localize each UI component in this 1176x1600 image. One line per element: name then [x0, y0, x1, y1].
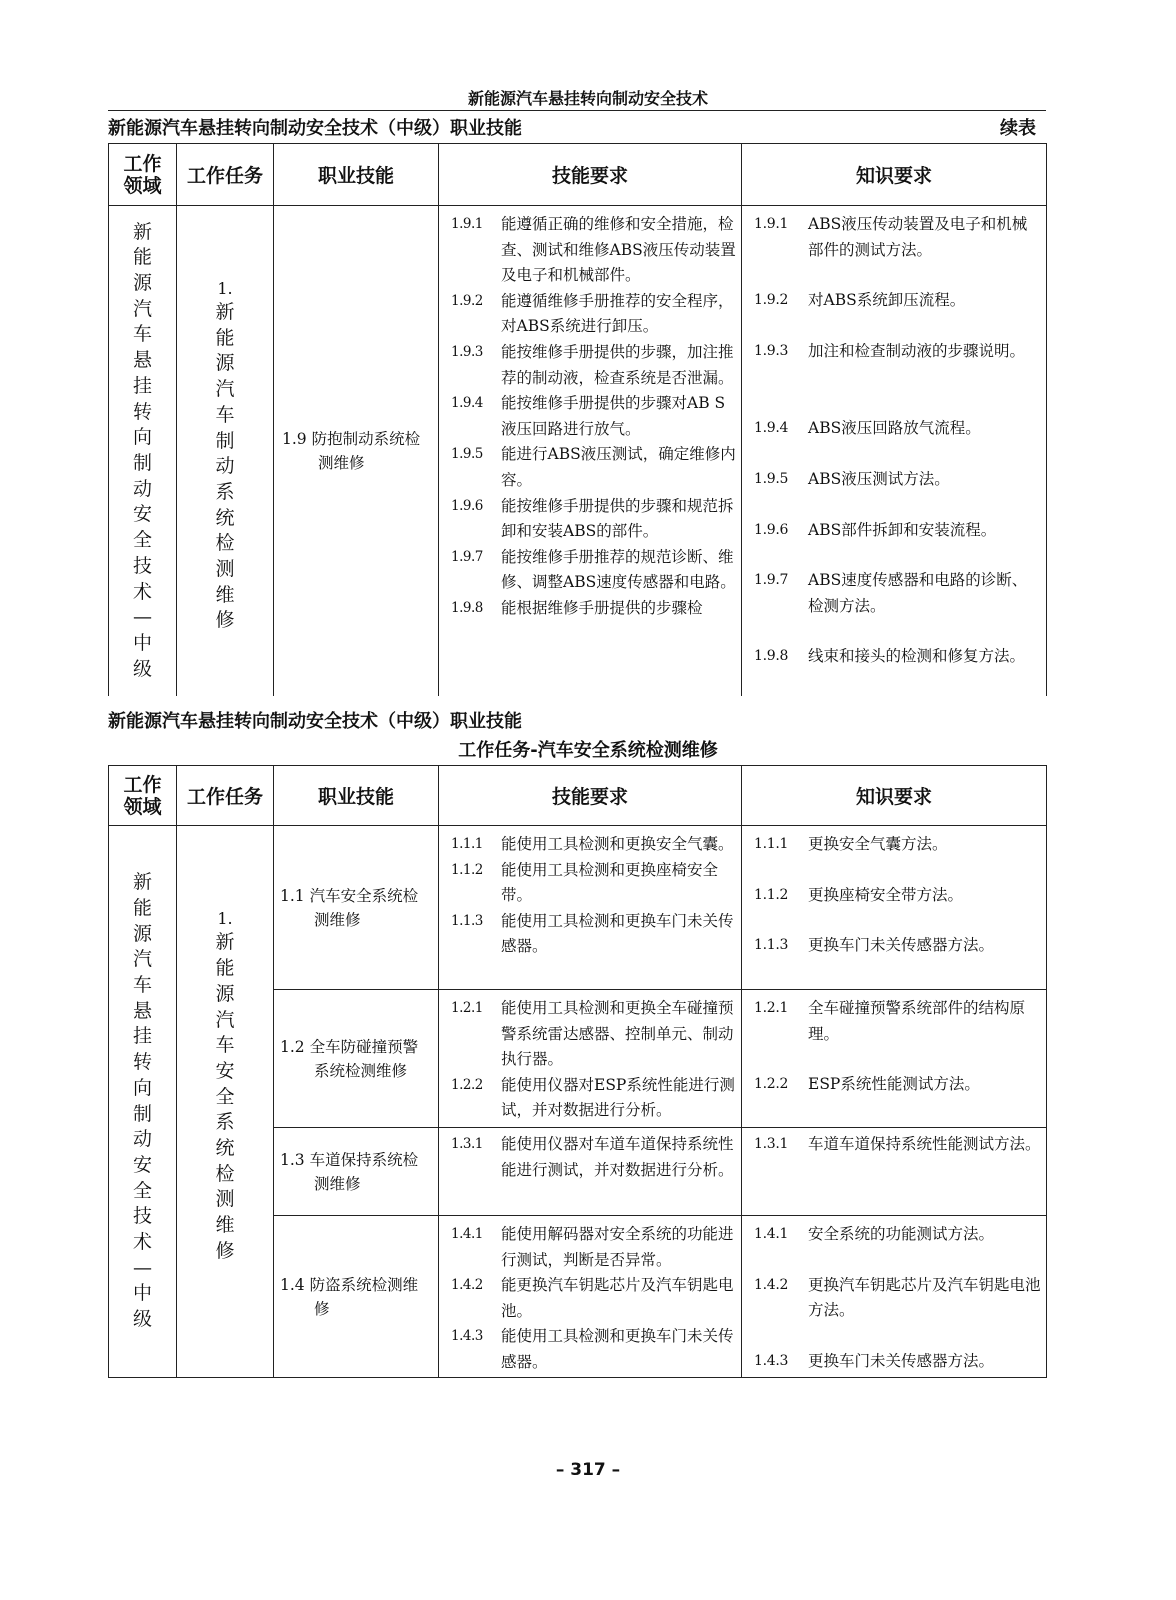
requirement-item [439, 340, 741, 391]
item-number: 1.4.1 [754, 1226, 789, 1242]
header-knowledge: 知识要求 [742, 144, 1047, 206]
header-rule [108, 110, 1046, 111]
knowledge-cell [742, 1216, 1047, 1378]
item-number: 1.4.3 [451, 1328, 483, 1345]
item-number: 1.1.2 [754, 886, 789, 903]
requirement-list [439, 1132, 741, 1183]
requirement-cell [439, 1216, 742, 1378]
item-text: 能使用工具检测和更换车门未关传感器。 [501, 911, 734, 956]
domain-cell [109, 206, 177, 697]
item-number: 1.9.2 [451, 292, 483, 309]
skill-cell [274, 826, 439, 990]
header-skill: 职业技能 [274, 766, 439, 826]
table1-header-row [109, 144, 1047, 206]
item-number: 1.4.1 [451, 1226, 483, 1242]
item-text: 能按维修手册提供的步骤，加注推荐的制动液，检查系统是否泄漏。 [501, 342, 734, 387]
item-text: 能按维修手册推荐的规范诊断、维修、调整ABS速度传感器和电路。 [501, 547, 736, 592]
item-number: 1.1.3 [754, 937, 789, 954]
requirement-item [439, 996, 741, 1073]
requirement-cell [439, 206, 742, 697]
skill-text: 1.2 全车防碰撞预警系统检测维修 [280, 1037, 419, 1080]
requirement-item [439, 494, 741, 545]
knowledge-item [742, 996, 1046, 1047]
knowledge-item [742, 883, 1046, 909]
requirement-item [439, 391, 741, 442]
item-number: 1.1.1 [754, 836, 789, 852]
knowledge-item [742, 832, 1046, 858]
knowledge-cell [742, 1128, 1047, 1216]
knowledge-list [742, 832, 1046, 959]
task-text: 新能源汽车制动系统检测维修 [215, 301, 235, 632]
item-number: 1.1.3 [451, 912, 483, 929]
skill-text: 1.4 防盗系统检测维修 [280, 1275, 419, 1318]
requirement-cell [439, 990, 742, 1128]
knowledge-item [742, 1222, 1046, 1248]
item-text: 能按维修手册提供的步骤和规范拆卸和安装ABS的部件。 [501, 496, 734, 541]
item-number: 1.9.6 [451, 497, 483, 514]
item-text: ABS速度传感器和电路的诊断、检测方法。 [808, 571, 1028, 615]
requirement-item [439, 545, 741, 596]
item-number: 1.9.7 [451, 548, 483, 565]
item-number: 1.3.1 [451, 1136, 483, 1152]
item-text: 能使用工具检测和更换安全气囊。 [501, 835, 734, 853]
item-text: 能遵循正确的维修和安全措施，检查、测试和维修ABS液压传动装置及电子和机械部件。 [501, 215, 736, 285]
item-text: ESP系统性能测试方法。 [808, 1075, 980, 1094]
skill-cell [274, 206, 439, 697]
skill-text: 1.1 汽车安全系统检测维修 [280, 886, 419, 929]
knowledge-item [742, 518, 1046, 544]
knowledge-item [742, 212, 1046, 263]
item-number: 1.1.2 [451, 861, 483, 878]
item-number: 1.9.2 [754, 292, 789, 309]
item-number: 1.9.5 [451, 446, 483, 463]
table1-title: 新能源汽车悬挂转向制动安全技术（中级）职业技能 [108, 118, 522, 139]
header-domain: 工作领域 [109, 144, 177, 206]
header-knowledge: 知识要求 [742, 766, 1047, 826]
item-text: 能根据维修手册提供的步骤检 [501, 598, 703, 617]
item-number: 1.9.6 [754, 521, 789, 538]
item-number: 1.3.1 [754, 1136, 789, 1152]
knowledge-cell [742, 826, 1047, 990]
requirement-item [439, 1324, 741, 1375]
requirement-list [439, 1222, 741, 1376]
item-number: 1.4.2 [754, 1276, 789, 1293]
requirement-item [439, 1073, 741, 1124]
knowledge-item [742, 1132, 1046, 1158]
table2-subtitle: 工作任务-汽车安全系统检测维修 [458, 740, 718, 761]
item-text: 更换车门未关传感器方法。 [808, 1351, 995, 1370]
task-text: 新能源汽车安全系统检测维修 [215, 931, 235, 1262]
item-text: 能更换汽车钥匙芯片及汽车钥匙电池。 [501, 1276, 734, 1320]
requirement-list [439, 212, 741, 622]
requirement-item [439, 1273, 741, 1324]
item-text: 能使用仪器对车道车道保持系统性能进行测试，并对数据进行分析。 [501, 1135, 734, 1179]
knowledge-item [742, 644, 1046, 670]
item-text: 车道车道保持系统性能测试方法。 [808, 1135, 1041, 1153]
table2-title: 新能源汽车悬挂转向制动安全技术（中级）职业技能 [108, 711, 522, 732]
item-text: ABS液压回路放气流程。 [808, 419, 981, 438]
knowledge-list [742, 996, 1046, 1098]
item-number: 1.9.4 [451, 395, 483, 412]
table1-row [109, 206, 1047, 697]
knowledge-item [742, 933, 1046, 959]
knowledge-cell [742, 206, 1047, 697]
skill-cell [274, 1128, 439, 1216]
knowledge-item [742, 467, 1046, 493]
item-text: 更换座椅安全带方法。 [808, 885, 964, 904]
item-text: 能使用工具检测和更换全车碰撞预警系统雷达感器、控制单元、制动执行器。 [501, 999, 734, 1069]
table1 [108, 143, 1047, 696]
item-number: 1.9.1 [754, 216, 789, 232]
knowledge-item [742, 1072, 1046, 1098]
requirement-item [439, 1132, 741, 1183]
continued-label: 续表 [1000, 118, 1036, 139]
item-text: ABS液压测试方法。 [808, 469, 950, 488]
page-number: – 317 – [555, 1460, 621, 1480]
header-skill: 职业技能 [274, 144, 439, 206]
requirement-cell [439, 1128, 742, 1216]
item-text: 安全系统的功能测试方法。 [808, 1225, 995, 1243]
header-task: 工作任务 [177, 144, 274, 206]
domain-text: 新能源汽车悬挂转向制动安全技术—中级 [132, 220, 152, 680]
item-text: 能使用解码器对安全系统的功能进行测试，判断是否异常。 [501, 1225, 734, 1269]
item-text: 对ABS系统卸压流程。 [808, 291, 966, 310]
table2-header-row [109, 766, 1047, 826]
item-number: 1.2.1 [754, 1000, 789, 1016]
table2 [108, 765, 1047, 1378]
item-number: 1.1.1 [451, 836, 483, 852]
item-number: 1.2.2 [754, 1076, 789, 1093]
requirement-item [439, 212, 741, 289]
item-text: 线束和接头的检测和修复方法。 [808, 647, 1026, 666]
domain-text: 新能源汽车悬挂转向制动安全技术—中级 [132, 871, 152, 1331]
knowledge-list [742, 1222, 1046, 1374]
skill-text: 1.3 车道保持系统检测维修 [280, 1150, 419, 1193]
skill-cell [274, 1216, 439, 1378]
requirement-item [439, 596, 741, 622]
item-number: 1.9.3 [451, 343, 483, 360]
domain-cell [109, 826, 177, 1378]
requirement-item [439, 1222, 741, 1273]
knowledge-item [742, 339, 1046, 365]
knowledge-item [742, 1349, 1046, 1375]
task-cell [177, 826, 274, 1378]
item-text: 全车碰撞预警系统部件的结构原理。 [808, 999, 1026, 1043]
knowledge-item [742, 1273, 1046, 1324]
knowledge-item [742, 288, 1046, 314]
item-text: 能进行ABS液压测试，确定维修内容。 [501, 445, 736, 489]
item-number: 1.9.4 [754, 420, 789, 437]
knowledge-list [742, 1132, 1046, 1158]
requirement-item [439, 832, 741, 858]
header-requirement: 技能要求 [439, 144, 742, 206]
task-number: 1. [217, 279, 233, 298]
header-task: 工作任务 [177, 766, 274, 826]
header-domain: 工作领域 [109, 766, 177, 826]
table2-row [109, 826, 1047, 990]
item-text: 能使用工具检测和更换车门未关传感器。 [501, 1327, 734, 1371]
item-number: 1.4.3 [754, 1352, 789, 1369]
task-number: 1. [217, 909, 233, 929]
knowledge-item [742, 568, 1046, 619]
item-number: 1.9.3 [754, 342, 789, 359]
item-text: 加注和检查制动液的步骤说明。 [808, 341, 1026, 360]
item-text: 能遵循维修手册推荐的安全程序，对ABS系统进行卸压。 [501, 291, 734, 336]
item-number: 1.9.8 [451, 599, 483, 616]
item-text: 能使用工具检测和更换座椅安全带。 [501, 860, 719, 905]
requirement-cell [439, 826, 742, 990]
header-requirement: 技能要求 [439, 766, 742, 826]
running-header: 新能源汽车悬挂转向制动安全技术 [467, 89, 708, 108]
item-text: 更换车门未关传感器方法。 [808, 936, 995, 955]
requirement-list [439, 996, 741, 1124]
requirement-list [439, 832, 741, 960]
skill-text: 1.9 防抱制动系统检测维修 [282, 430, 421, 472]
requirement-item [439, 909, 741, 960]
item-number: 1.9.7 [754, 572, 789, 589]
item-text: 能按维修手册提供的步骤对AB S液压回路进行放气。 [501, 394, 726, 438]
item-text: 更换安全气囊方法。 [808, 835, 948, 853]
item-text: ABS液压传动装置及电子和机械部件的测试方法。 [808, 215, 1028, 259]
item-text: 更换汽车钥匙芯片及汽车钥匙电池方法。 [808, 1275, 1041, 1320]
item-number: 1.4.2 [451, 1277, 483, 1294]
requirement-item [439, 442, 741, 493]
item-number: 1.2.2 [451, 1076, 483, 1093]
requirement-item [439, 858, 741, 909]
knowledge-item [742, 416, 1046, 442]
knowledge-cell [742, 990, 1047, 1128]
skill-cell [274, 990, 439, 1128]
task-cell [177, 206, 274, 697]
requirement-item [439, 289, 741, 340]
item-number: 1.9.5 [754, 470, 789, 487]
knowledge-list [742, 212, 1046, 670]
item-number: 1.9.1 [451, 216, 483, 232]
item-text: ABS部件拆卸和安装流程。 [808, 520, 997, 539]
item-number: 1.9.8 [754, 648, 789, 665]
item-number: 1.2.1 [451, 1000, 483, 1016]
item-text: 能使用仪器对ESP系统性能进行测试，并对数据进行分析。 [501, 1075, 735, 1120]
